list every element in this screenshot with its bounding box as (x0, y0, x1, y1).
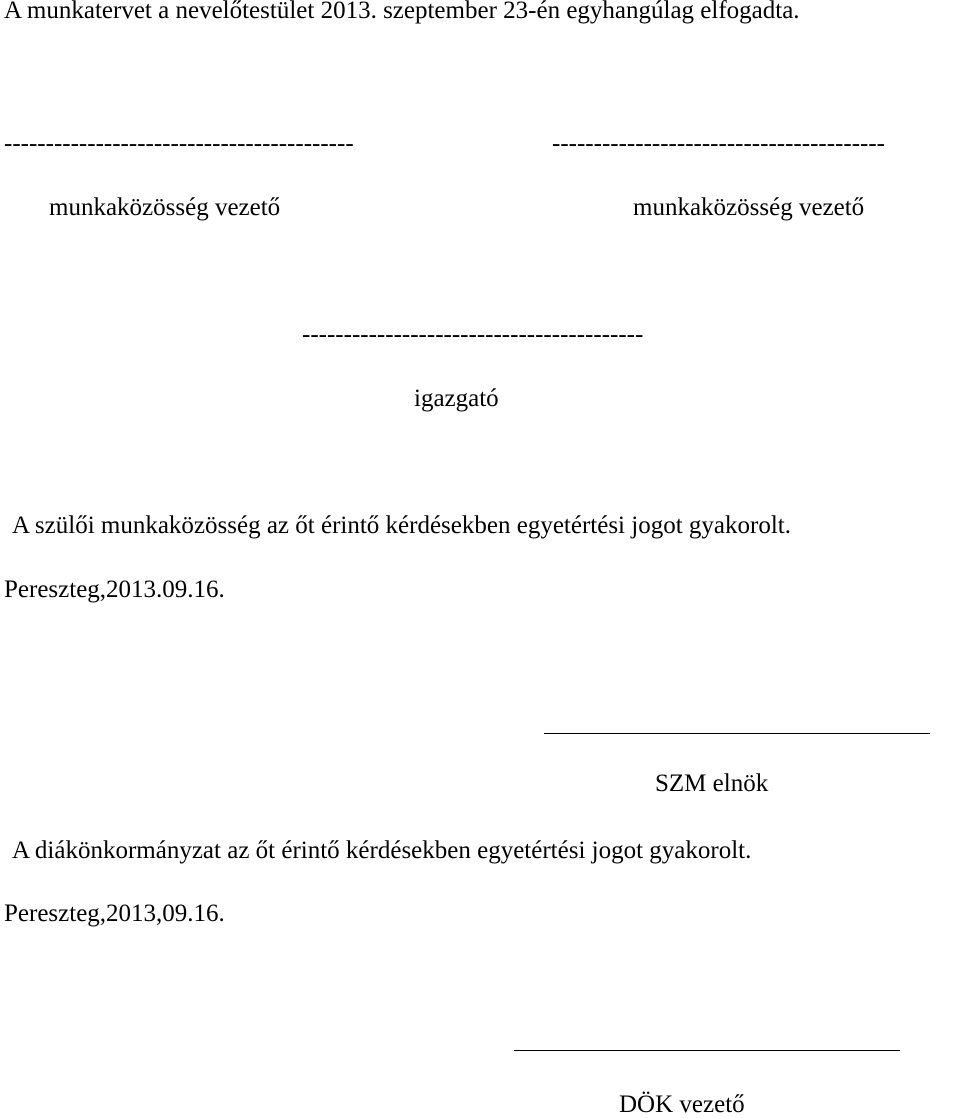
signature-line-right: ---------------------------------------- (552, 130, 886, 157)
students-statement: A diákönkormányzat az őt érintő kérdésekben egyetértési jogot gyakorolt. (12, 837, 752, 864)
signature-title-principal: igazgató (414, 385, 499, 412)
parents-place-date: Pereszteg,2013.09.16. (4, 576, 225, 603)
signature-line-left: ------------------------------------------ (4, 130, 354, 157)
signature-line-principal: ----------------------------------------- (302, 321, 644, 348)
parents-statement: A szülői munkaközösség az őt érintő kérdésekben egyetértési jogot gyakorolt. (12, 512, 791, 539)
parents-signature-title: SZM elnök (655, 770, 769, 797)
signature-title-left: munkaközösség vezető (49, 194, 281, 221)
students-signature-rule (514, 1050, 900, 1051)
adoption-sentence: A munkatervet a nevelőtestület 2013. szeptember 23-én egyhangúlag elfogadta. (4, 0, 800, 24)
students-place-date: Pereszteg,2013,09.16. (4, 900, 225, 927)
signature-title-right: munkaközösség vezető (633, 194, 865, 221)
students-signature-title: DÖK vezető (619, 1091, 745, 1118)
parents-signature-rule (544, 733, 930, 734)
